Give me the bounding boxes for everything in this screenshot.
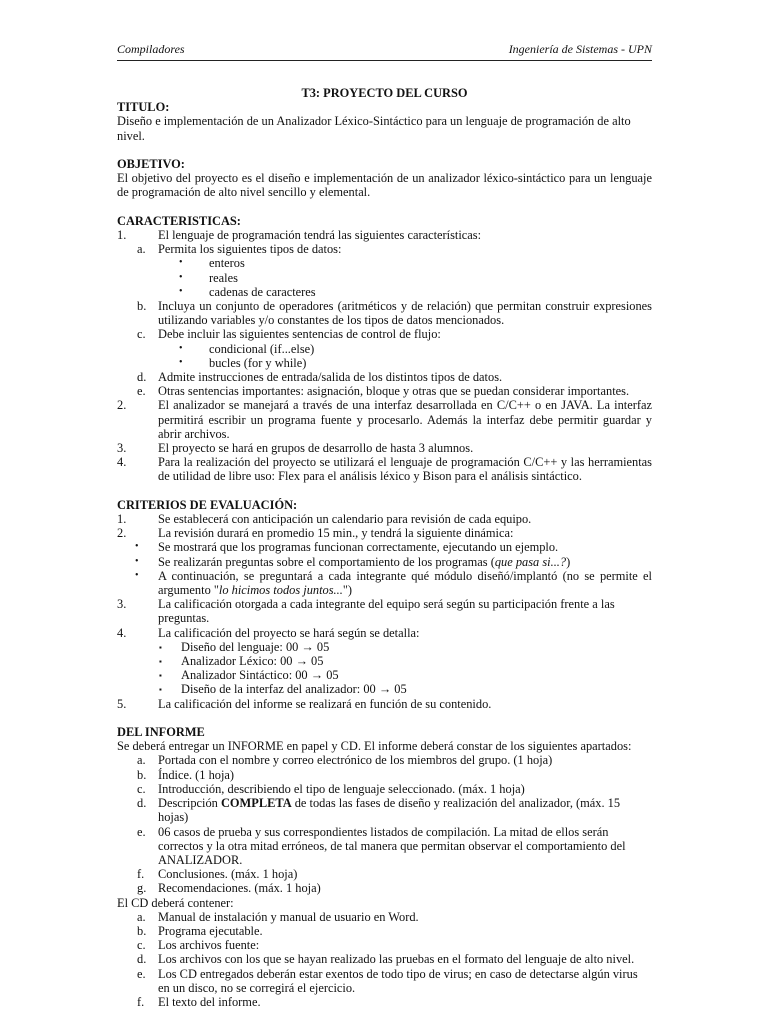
list-item: • Se mostrará que los programas funcionan correctamente, ejecutando un ejemplo.: [135, 540, 559, 555]
list-item: e. Los CD entregados deberán estar exentos de todo tipo de virus; en caso de detectarse algún virus en un disco, no se corregirá el ejercicio.: [137, 966, 638, 995]
list-item: a. Manual de instalación y manual de usuario en Word.: [137, 909, 419, 924]
bullet-icon: •: [179, 342, 183, 354]
list-item: a. Permita los siguientes tipos de datos:: [137, 242, 342, 257]
list-item: 4. La calificación del proyecto se hará según se detalla:: [117, 625, 420, 640]
list-item: 1. El lenguaje de programación tendrá las siguientes características:: [117, 228, 482, 242]
objetivo-heading: OBJETIVO:: [117, 157, 185, 171]
list-item: e. Otras sentencias importantes: asignación, bloque y otras que se puedan considerar importantes.: [137, 384, 630, 399]
header-course: Compiladores: [117, 42, 185, 56]
list-item: 4. Para la realización del proyecto se utilizará el lenguaje de programación C/C++ y las herramientas de utilidad de libre uso: Flex para el análisis léxico y Bison para el análisis sintáctico.: [117, 455, 652, 484]
cd-intro: El CD deberá contener:: [117, 895, 234, 910]
list-item: ▪ Analizador Sintáctico: 00 → 05: [159, 668, 339, 683]
square-bullet-icon: ▪: [159, 642, 162, 652]
bullet-icon: •: [135, 541, 139, 553]
list-item: c. Los archivos fuente:: [137, 938, 260, 953]
document-title: T3: PROYECTO DEL CURSO: [301, 86, 468, 100]
list-item: 3. La calificación otorgada a cada integrante del equipo será según su participación frente a las preguntas.: [117, 597, 615, 626]
list-item: 2. La revisión durará en promedio 15 min., y tendrá la siguiente dinámica:: [117, 526, 514, 541]
list-item: ▪ Diseño del lenguaje: 00 → 05: [159, 639, 330, 654]
list-item: • bucles (for y while): [179, 355, 307, 370]
list-item: c. Introducción, describiendo el tipo de lenguaje seleccionado. (máx. 1 hoja): [137, 781, 525, 796]
list-item: 3. El proyecto se hará en grupos de desarrollo de hasta 3 alumnos.: [117, 441, 474, 456]
list-item: b. Programa ejecutable.: [137, 923, 263, 938]
informe-intro: Se deberá entregar un INFORME en papel y CD. El informe deberá constar de los siguientes apartados:: [117, 739, 632, 754]
list-item: f. El texto del informe.: [137, 994, 261, 1009]
bullet-icon: •: [179, 285, 183, 297]
header-program: Ingeniería de Sistemas - UPN: [508, 42, 652, 56]
list-item: ▪ Diseño de la interfaz del analizador: 00 → 05: [159, 682, 407, 697]
list-item: b. Índice. (1 hoja): [137, 767, 235, 782]
square-bullet-icon: ▪: [159, 671, 162, 681]
document-body: [117, 86, 652, 1009]
list-item: e. 06 casos de prueba y sus correspondientes listados de compilación. La mitad de ellos serán correctos y la otra mitad erróneos, de tal manera que permitan observar el comportamiento del ANALIZADOR.: [137, 824, 626, 867]
titulo-heading: TITULO:: [117, 100, 170, 115]
square-bullet-icon: ▪: [159, 657, 162, 667]
list-item: • condicional (if...else): [179, 341, 315, 356]
caracteristicas-heading: CARACTERISTICAS:: [117, 213, 241, 228]
objetivo-text: El objetivo del proyecto es el diseño e implementación de un analizador léxico-sintáctico para un lenguaje de programación de alto nivel sencillo y elemental.: [117, 171, 652, 200]
list-item: d. Los archivos con los que se hayan realizado las pruebas en el formato del lenguaje de alto nivel.: [137, 952, 635, 967]
list-item: 1. Se establecerá con anticipación un calendario para revisión de cada equipo.: [117, 512, 532, 527]
bullet-icon: •: [179, 257, 183, 269]
list-item: • reales: [179, 270, 238, 285]
list-item: d. Descripción COMPLETA de todas las fases de diseño y realización del analizador, (máx. 15 hojas): [137, 796, 621, 825]
list-item: 2. El analizador se manejará a través de una interfaz desarrollada en C/C++ o en JAVA. La interfaz permitirá escribir un programa fuente y procesarlo. Además la interfaz debe permitir guardar y abrir archivos.: [117, 398, 652, 441]
page-header: [117, 40, 652, 61]
criterios-heading: CRITERIOS DE EVALUACIÓN:: [117, 497, 298, 512]
list-item: • enteros: [179, 256, 245, 271]
square-bullet-icon: ▪: [159, 685, 162, 695]
bullet-icon: •: [135, 569, 139, 581]
list-item: f. Conclusiones. (máx. 1 hoja): [137, 867, 298, 882]
list-item: g. Recomendaciones. (máx. 1 hoja): [137, 881, 321, 896]
bullet-icon: •: [179, 271, 183, 283]
list-item: • cadenas de caracteres: [179, 284, 316, 299]
list-item: 5. La calificación del informe se realizará en función de su contenido.: [117, 696, 492, 711]
list-item: d. Admite instrucciones de entrada/salida de los distintos tipos de datos.: [137, 370, 503, 385]
list-item: b. Incluya un conjunto de operadores (aritméticos y de relación) que permitan construir expresiones utilizando variables y/o constantes de los tipos de datos mencionados.: [137, 299, 652, 328]
list-item: • A continuación, se preguntará a cada integrante qué módulo diseñó/implantó (no se permite el argumento "lo hicimos todos juntos..."): [135, 568, 652, 598]
informe-heading: DEL INFORME: [117, 725, 205, 740]
list-item: c. Debe incluir las siguientes sentencias de control de flujo:: [137, 327, 441, 342]
list-item: ▪ Analizador Léxico: 00 → 05: [159, 654, 324, 669]
list-item: a. Portada con el nombre y correo electrónico de los miembros del grupo. (1 hoja): [137, 753, 553, 768]
bullet-icon: •: [179, 356, 183, 368]
titulo-text: Diseño e implementación de un Analizador Léxico-Sintáctico para un lenguaje de programación de alto nivel.: [117, 114, 631, 143]
bullet-icon: •: [135, 555, 139, 567]
list-item: • Se realizarán preguntas sobre el comportamiento de los programas (que pasa si...?): [135, 554, 571, 569]
